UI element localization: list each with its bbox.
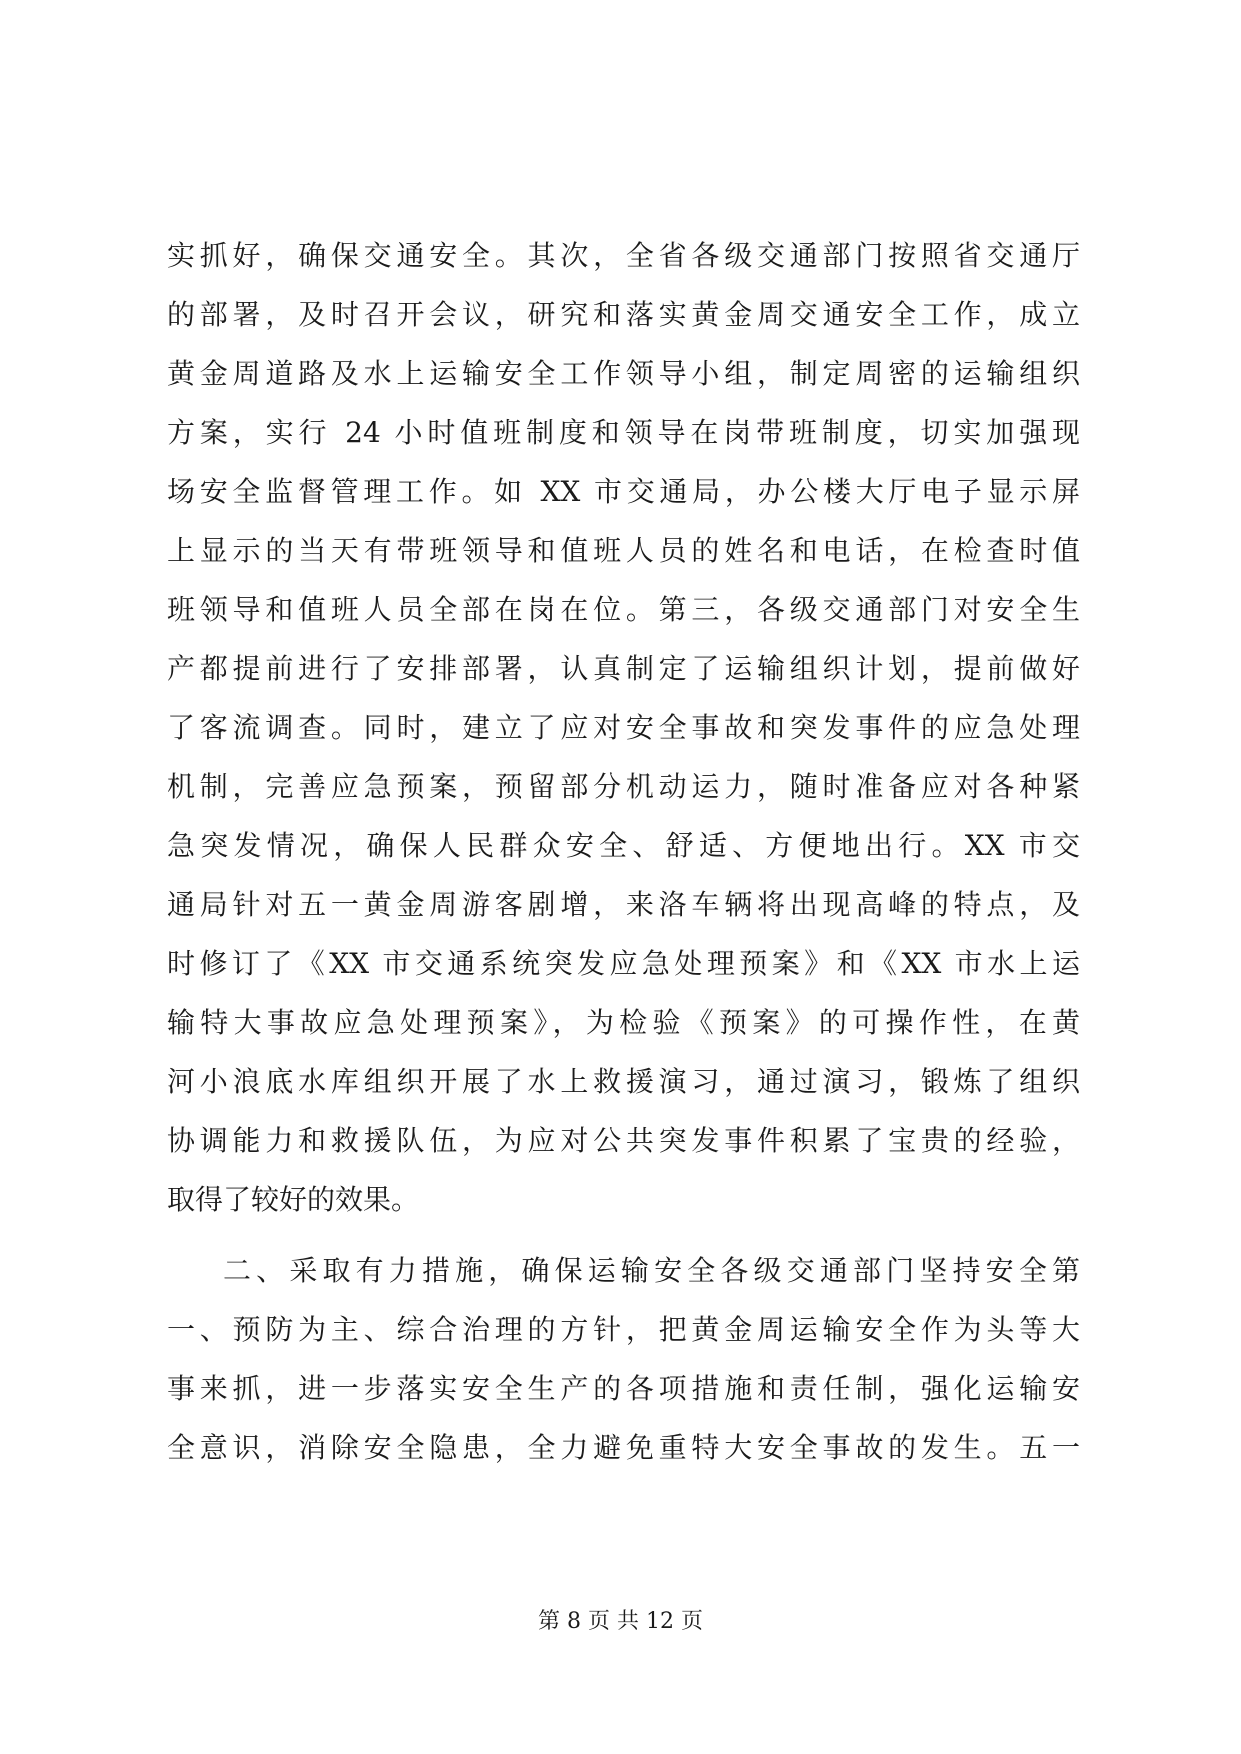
text-line: 河小浪底水库组织开展了水上救援演习，通过演习，锻炼了组织 xyxy=(167,1065,1080,1098)
text-line: 取得了较好的效果。 xyxy=(167,1183,420,1216)
text-line: 时修订了《XX 市交通系统突发应急处理预案》和《XX 市水上运 xyxy=(167,947,1080,980)
text-line: 场安全监督管理工作。如 XX 市交通局，办公楼大厅电子显示屏 xyxy=(167,475,1080,508)
text-line: 上显示的当天有带班领导和值班人员的姓名和电话，在检查时值 xyxy=(167,534,1080,567)
text-line: 班领导和值班人员全部在岗在位。第三，各级交通部门对安全生 xyxy=(167,593,1080,626)
text-line: 全意识，消除安全隐患，全力避免重特大安全事故的发生。五一 xyxy=(167,1431,1080,1464)
text-line: 了客流调查。同时，建立了应对安全事故和突发事件的应急处理 xyxy=(167,711,1080,744)
document-body xyxy=(167,226,1080,1477)
text-line: 实抓好，确保交通安全。其次，全省各级交通部门按照省交通厅 xyxy=(167,239,1080,272)
text-line: 事来抓，进一步落实安全生产的各项措施和责任制，强化运输安 xyxy=(167,1372,1080,1405)
text-line: 急突发情况，确保人民群众安全、舒适、方便地出行。XX 市交 xyxy=(167,829,1080,862)
text-line: 通局针对五一黄金周游客剧增，来洛车辆将出现高峰的特点，及 xyxy=(167,888,1080,921)
page-footer: 第 8 页 共 12 页 xyxy=(538,1609,703,1634)
text-line: 的部署，及时召开会议，研究和落实黄金周交通安全工作，成立 xyxy=(167,298,1080,331)
text-line: 一、预防为主、综合治理的方针，把黄金周运输安全作为头等大 xyxy=(167,1313,1080,1346)
text-line: 协调能力和救援队伍，为应对公共突发事件积累了宝贵的经验， xyxy=(167,1124,1080,1157)
text-line: 方案，实行 24 小时值班制度和领导在岗带班制度，切实加强现 xyxy=(167,416,1080,449)
text-line: 机制，完善应急预案，预留部分机动运力，随时准备应对各种紧 xyxy=(167,770,1080,803)
text-line: 输特大事故应急处理预案》，为检验《预案》的可操作性，在黄 xyxy=(167,1006,1080,1039)
text-line: 黄金周道路及水上运输安全工作领导小组，制定周密的运输组织 xyxy=(167,357,1080,390)
paragraph-2 xyxy=(167,1241,1080,1477)
text-line: 二、采取有力措施，确保运输安全各级交通部门坚持安全第 xyxy=(223,1254,1080,1287)
paragraph-gap xyxy=(167,1229,1080,1241)
paragraph-1 xyxy=(167,226,1080,1229)
text-line: 产都提前进行了安排部署，认真制定了运输组织计划，提前做好 xyxy=(167,652,1080,685)
